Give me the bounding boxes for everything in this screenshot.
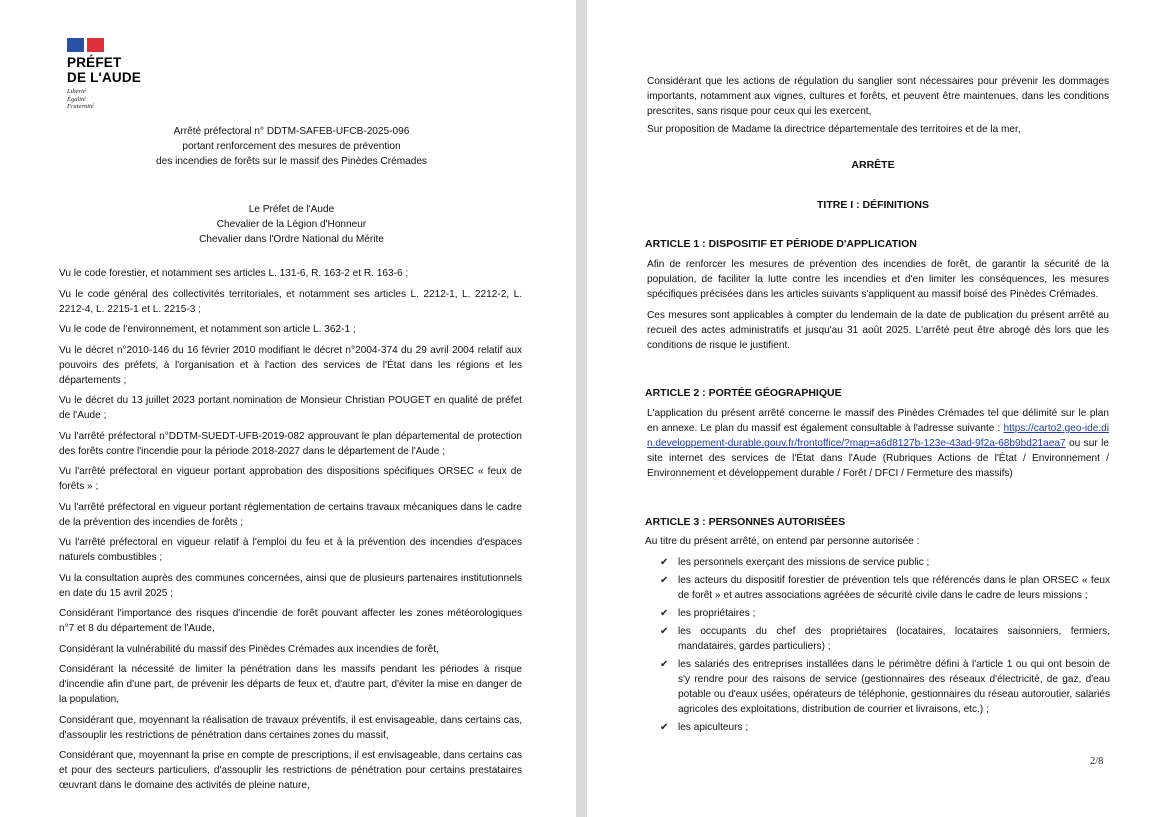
list-item-text: les occupants du chef des propriétaires (locataires, locataires saisonniers, fermiers, mandataires, gardes particuliers) ; — [678, 626, 1110, 652]
visa-paragraph: Vu l'arrêté préfectoral en vigueur portant réglementation de certains travaux mécaniques dans le cadre de la prévention des incendies de forêts ; — [59, 501, 522, 528]
considerant-paragraph: Considérant que, moyennant la réalisation de travaux préventifs, il est envisageable, dans certains cas, d'assouplir les restrictions de pénétration dans certaines zones du massif, — [59, 714, 522, 741]
list-item-text: les acteurs du dispositif forestier de prévention tels que référencés dans le plan ORSEC « feux de forêt » et autres associations agréées de sécurité civile dans le cadre de leurs missions ; — [678, 575, 1110, 601]
arrete-title-line: Arrêté préfectoral n° DDTM-SAFEB-UFCB-2025-096 — [173, 126, 410, 137]
visa-paragraph: Vu l'arrêté préfectoral en vigueur relatif à l'emploi du feu et à la prévention des incendies d'espaces naturels combustibles ; — [59, 537, 522, 563]
article3-title: ARTICLE 3 : PERSONNES AUTORISÉES — [645, 516, 846, 528]
authorized-persons-list — [660, 555, 1110, 738]
visa-paragraph: Vu l'arrêté préfectoral en vigueur portant approbation des dispositions spécifiques ORSEC « feux de forêts » ; — [59, 466, 522, 492]
article2-body — [647, 406, 1109, 481]
checkmark-icon: ✔ — [660, 575, 669, 586]
visa-paragraph: Vu le décret n°2010-146 du 16 février 2010 modifiant le décret n°2004-374 du 29 avril 2004 relatif aux pouvoirs des préfets, à l'organisation et à l'action des services de l'État dans les régions et les départements ; — [59, 344, 522, 386]
visas-list — [59, 266, 522, 799]
list-item — [660, 657, 1110, 717]
visa-paragraph: Vu le code forestier, et notamment ses articles L. 131-6, R. 163-2 et R. 163-6 ; — [59, 268, 409, 279]
marianne-flag-icon — [67, 38, 104, 52]
considerant-paragraph: Considérant que les actions de régulation du sanglier sont nécessaires pour prévenir les dommages importants, notamment aux vignes, cultures et forêts, et peuvent être maintenues, dans les conditions prescrites, sans risque pour ceux qui les exercent, — [647, 76, 1109, 117]
visa-paragraph: Vu la consultation auprès des communes concernées, ainsi que de plusieurs partenaires institutionnels en date du 15 avril 2025 ; — [59, 572, 522, 599]
list-item-text: les apiculteurs ; — [678, 722, 749, 733]
visa-paragraph: Vu le code de l'environnement, et notamment son article L. 362-1 ; — [59, 324, 356, 335]
list-item-text: les salariés des entreprises installées dans le périmètre défini à l'article 1 ou qui ont besoin de s'y rendre pour des raisons de service (gestionnaires des réseaux d'électricité, de gaz, d'eau potable ou d'eaux usées, opérateurs de téléphonie, gestionnaires du réseau autoroutier, salariés agricoles des exploitations, distribution de courrier et livraisons, etc.) ; — [678, 659, 1110, 715]
arrete-title-line: portant renforcement des mesures de prévention — [182, 141, 401, 152]
proposition-paragraph: Sur proposition de Madame la directrice départementale des territoires et de la mer, — [647, 124, 1021, 135]
logo-motto — [67, 88, 141, 111]
arrete-heading: ARRÊTE — [851, 159, 895, 171]
proposition — [647, 122, 1109, 137]
logo-title — [67, 56, 141, 85]
titre1-heading: TITRE I : DÉFINITIONS — [817, 199, 929, 211]
arrete-title-line: des incendies de forêts sur le massif des Pinèdes Crémades — [156, 156, 427, 167]
article1-paragraph2: Ces mesures sont applicables à compter du lendemain de la date de publication du présent arrêté au recueil des actes administratifs et jusqu'au 31 août 2025. L'arrêté peut être abrogé dès lors que les conditions de risque le justifient. — [647, 310, 1109, 351]
considerant-paragraph: Considérant l'importance des risques d'incendie de forêt pouvant affecter les zones météorologiques n°7 et 8 du département de l'Aude, — [59, 608, 522, 634]
motto-egalite: Égalité — [67, 95, 86, 103]
motto-liberte: Liberté — [67, 88, 86, 95]
list-item — [660, 720, 1110, 735]
page-number: 2/8 — [1090, 756, 1104, 767]
list-item-text: les propriétaires ; — [678, 608, 756, 619]
article3-intro-text: Au titre du présent arrêté, on entend par personne autorisée : — [645, 536, 920, 547]
checkmark-icon: ✔ — [660, 722, 669, 733]
logo-title-line2: DE L'AUDE — [67, 69, 142, 85]
motto-fraternite: Fraternité — [67, 103, 94, 110]
article2-text-after: ou sur le site internet des services de l'État dans l'Aude (Rubriques Actions de l'État / Environnement / Environnement et développement durable / Forêt / DFCI / Fermeture des massifs) — [647, 438, 1109, 479]
list-item — [660, 606, 1110, 621]
article3-intro — [645, 534, 1107, 549]
prefet-line: Chevalier dans l'Ordre National du Mérite — [199, 234, 384, 245]
visa-paragraph: Vu le code général des collectivités territoriales, et notamment ses articles L. 2212-1, L. 2212-2, L. 2212-4, L. 2215-1 et L. 2215-3 ; — [59, 288, 522, 315]
list-item — [660, 573, 1110, 603]
checkmark-icon: ✔ — [660, 557, 669, 568]
prefet-line: Chevalier de la Légion d'Honneur — [216, 219, 367, 230]
considerant-paragraph: Considérant la nécessité de limiter la pénétration dans les massifs pendant les périodes à risque d'incendie afin d'une part, de prévenir les départs de feux et, d'autre part, d'éviter la mise en danger de la population, — [59, 664, 522, 705]
checkmark-icon: ✔ — [660, 626, 669, 637]
arrete-title — [60, 124, 523, 169]
list-item — [660, 555, 1110, 570]
checkmark-icon: ✔ — [660, 659, 669, 670]
article2-text-before: L'application du présent arrêté concerne le massif des Pinèdes Crémades tel que délimité sur le plan en annexe. Le plan du massif est également consultable à l'adresse suivante : — [647, 408, 1109, 434]
list-item-text: les personnels exerçant des missions de service public ; — [678, 557, 930, 568]
considerant-paragraph: Considérant la vulnérabilité du massif des Pinèdes Crémades aux incendies de forêt, — [59, 643, 439, 655]
prefet-block — [60, 202, 523, 247]
article2-title: ARTICLE 2 : PORTÉE GÉOGRAPHIQUE — [645, 387, 842, 399]
article2-paragraph — [647, 406, 1109, 481]
visa-paragraph: Vu le décret du 13 juillet 2023 portant nomination de Monsieur Christian POUGET en qualité de préfet de l'Aude ; — [59, 395, 522, 421]
considerant-paragraph: Considérant que, moyennant la prise en compte de prescriptions, il est envisageable, dans certains cas et pour des secteurs particuliers, d'assouplir les restrictions de pénétration pour certains prestataires œuvrant dans le domaine des activités de pleine nature, — [59, 750, 522, 791]
logo-title-line1: PRÉFET — [67, 55, 122, 70]
article1-title: ARTICLE 1 : DISPOSITIF ET PÉRIODE D'APPLICATION — [645, 238, 917, 250]
prefet-logo — [67, 38, 141, 111]
visa-paragraph: Vu l'arrêté préfectoral n°DDTM-SUEDT-UFB-2019-082 approuvant le plan départemental de protection des forêts contre l'incendie pour la période 2018-2027 dans le département de l'Aude ; — [59, 430, 522, 457]
massif-map-link[interactable]: https://carto2.geo-ide.din.developpement-durable.gouv.fr/frontoffice/?map=a6d8127b-123e-43ad-9f2a-68b9bd21aea7 — [647, 423, 1109, 449]
checkmark-icon: ✔ — [660, 608, 669, 619]
considerant-sanglier — [647, 74, 1109, 119]
prefet-line: Le Préfet de l'Aude — [248, 204, 335, 215]
article1-body — [647, 257, 1109, 353]
list-item — [660, 624, 1110, 654]
article1-paragraph1: Afin de renforcer les mesures de prévention des incendies de forêt, de garantir la sécurité de la population, de faciliter la lutte contre les incendies et d'en limiter les conséquences, les mesures spécifiques précisées dans les articles suivants s'appliquent au massif boisé des Pinèdes Crémades. — [647, 259, 1109, 300]
